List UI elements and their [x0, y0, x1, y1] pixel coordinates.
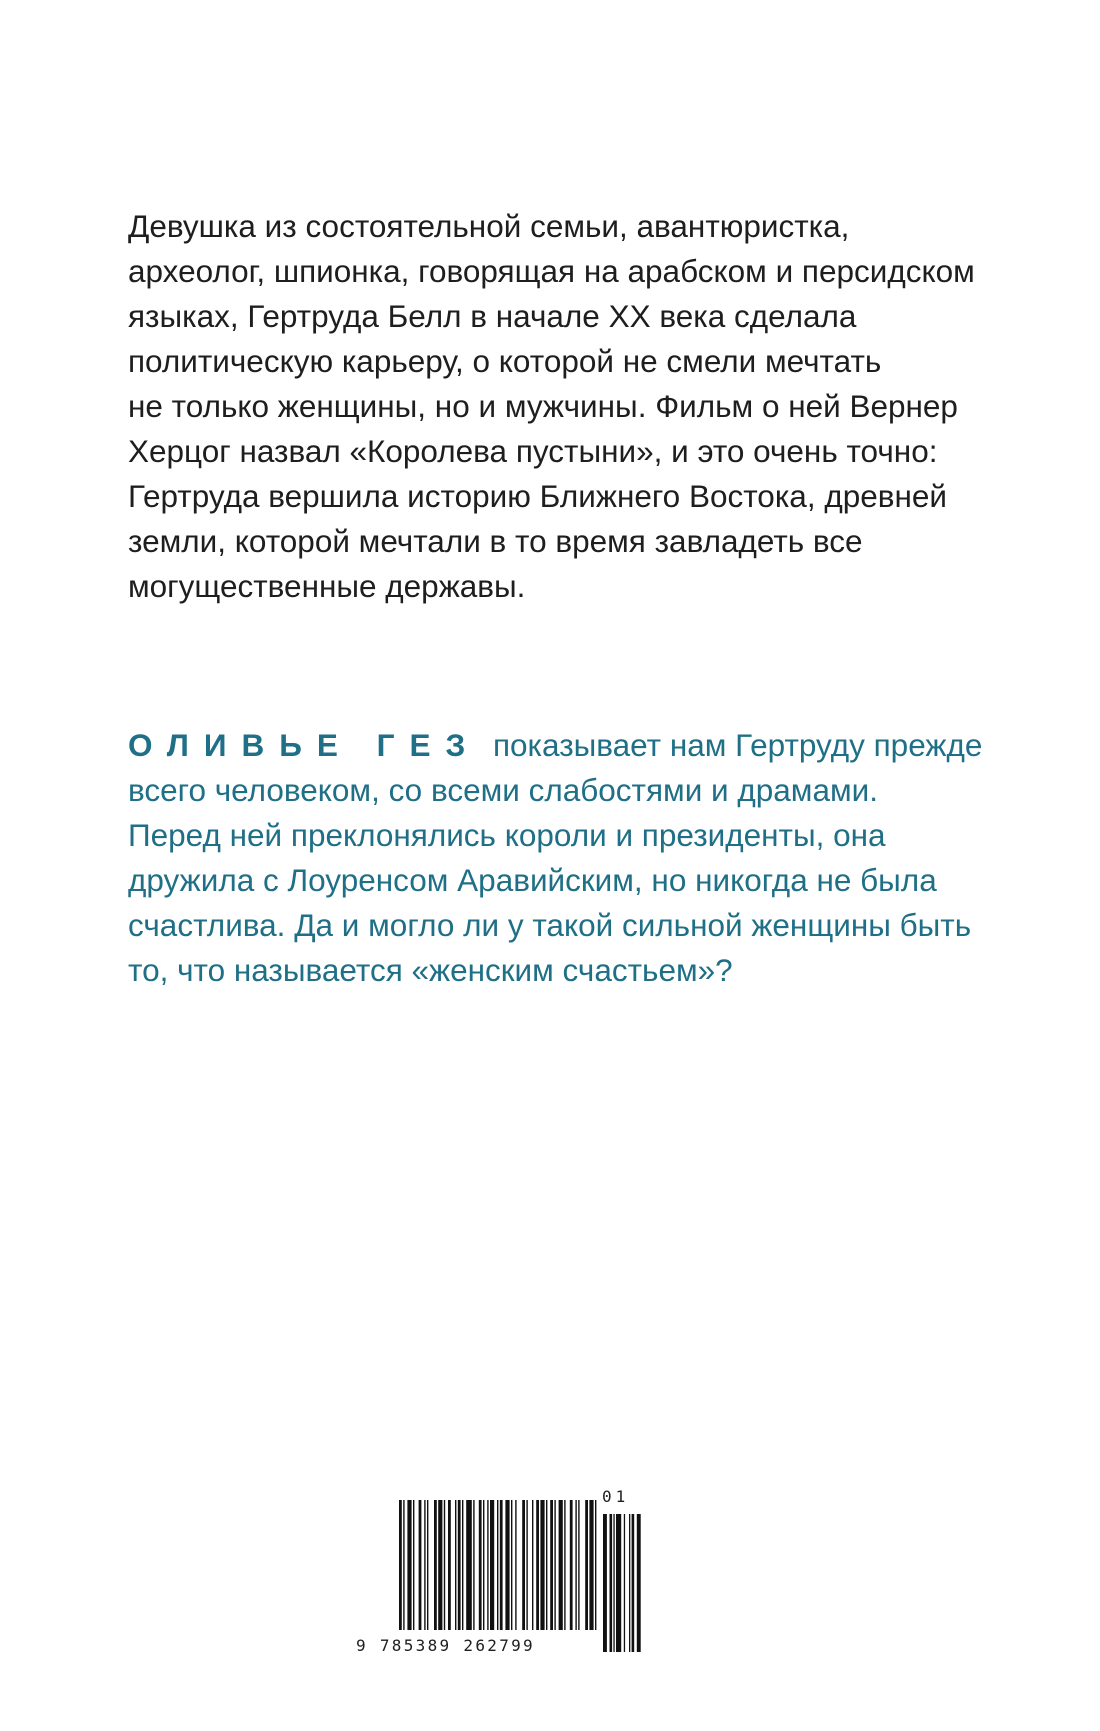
barcode-addon-bar — [610, 1514, 613, 1652]
author-paragraph — [128, 723, 1008, 993]
barcode-bar — [585, 1500, 588, 1630]
author-paragraph-line: всего человеком, со всеми слабостями и драмами. — [128, 772, 878, 808]
barcode-bar — [559, 1500, 563, 1630]
barcode-bar — [595, 1500, 596, 1630]
barcode-addon-bar — [603, 1514, 607, 1652]
barcode-bar — [505, 1500, 509, 1630]
barcode-bar — [550, 1500, 553, 1630]
barcode-bar — [589, 1500, 593, 1630]
barcode-bar — [497, 1500, 498, 1630]
barcode-bar — [427, 1500, 428, 1630]
barcode-bar — [483, 1500, 484, 1630]
author-first-line — [128, 723, 1008, 768]
barcode-bar — [500, 1500, 503, 1630]
barcode-bar — [564, 1500, 565, 1630]
barcode-bar — [511, 1500, 512, 1630]
barcode-bar — [578, 1500, 579, 1630]
author-paragraph-line: счастлива. Да и могло ли у такой сильной женщины быть — [128, 907, 972, 943]
barcode-bar — [515, 1500, 516, 1630]
author-name: ОЛИВЬЕ ГЕЗ — [128, 727, 481, 763]
barcode-bar — [570, 1500, 573, 1630]
barcode-bar — [479, 1500, 482, 1630]
description-line: не только женщины, но и мужчины. Фильм о ней Вернер — [128, 388, 958, 424]
author-paragraph-line: то, что называется «женским счастьем»? — [128, 952, 733, 988]
barcode-bar — [546, 1500, 547, 1630]
barcode-addon-bar — [616, 1514, 621, 1652]
author-paragraph-line: Перед ней преклонялись короли и президенты, она — [128, 817, 886, 853]
barcode-addon-bar — [629, 1514, 630, 1652]
barcode-bar — [554, 1500, 555, 1630]
description-line: политическую карьеру, о которой не смели мечтать — [128, 343, 882, 379]
isbn-digits: 9 785389 262799 — [356, 1636, 535, 1655]
barcode-bar — [575, 1500, 576, 1630]
description-line: могущественные державы. — [128, 568, 526, 604]
barcode-bar — [399, 1500, 402, 1630]
barcode-bar — [419, 1500, 422, 1630]
barcode-bar — [403, 1500, 404, 1630]
barcode-bar — [424, 1500, 425, 1630]
barcode-bar — [438, 1500, 442, 1630]
barcode-bar — [532, 1500, 533, 1630]
barcode-bar — [522, 1500, 525, 1630]
barcode-bar — [490, 1500, 494, 1630]
barcode-bar — [487, 1500, 488, 1630]
barcode-addon-bar — [624, 1514, 625, 1652]
barcode-addon-code: 01 — [602, 1487, 630, 1506]
barcode-addon-bar — [613, 1514, 614, 1652]
description-line: Гертруда вершила историю Ближнего Востока, древней — [128, 478, 947, 514]
barcode-bar — [407, 1500, 411, 1630]
barcode-addon-bar — [637, 1514, 641, 1652]
author-first-line-text: показывает нам Гертруду прежде — [492, 727, 983, 763]
barcode-bar — [540, 1500, 544, 1630]
barcode-bar — [413, 1500, 414, 1630]
author-paragraph-line: дружила с Лоуренсом Аравийским, но никогда не была — [128, 862, 937, 898]
barcode-bar — [466, 1500, 472, 1630]
description-paragraph — [128, 204, 1008, 609]
description-line: земли, которой мечтали в то время завладеть все — [128, 523, 863, 559]
barcode-bar — [444, 1500, 445, 1630]
barcode-bar — [526, 1500, 527, 1630]
barcode-bar — [473, 1500, 474, 1630]
barcode-addon-bar — [632, 1514, 635, 1652]
barcode-bar — [448, 1500, 451, 1630]
barcode-bar — [536, 1500, 539, 1630]
barcode-bar — [455, 1500, 456, 1630]
description-line: языках, Гертруда Белл в начале XX века сделала — [128, 298, 857, 334]
barcode-bar — [434, 1500, 437, 1630]
barcode-bar — [462, 1500, 463, 1630]
description-line: археолог, шпионка, говорящая на арабском и персидском — [128, 253, 975, 289]
description-line: Херцог назвал «Королева пустыни», и это очень точно: — [128, 433, 938, 469]
barcode-bar — [458, 1500, 461, 1630]
description-line: Девушка из состоятельной семьи, авантюристка, — [128, 208, 850, 244]
